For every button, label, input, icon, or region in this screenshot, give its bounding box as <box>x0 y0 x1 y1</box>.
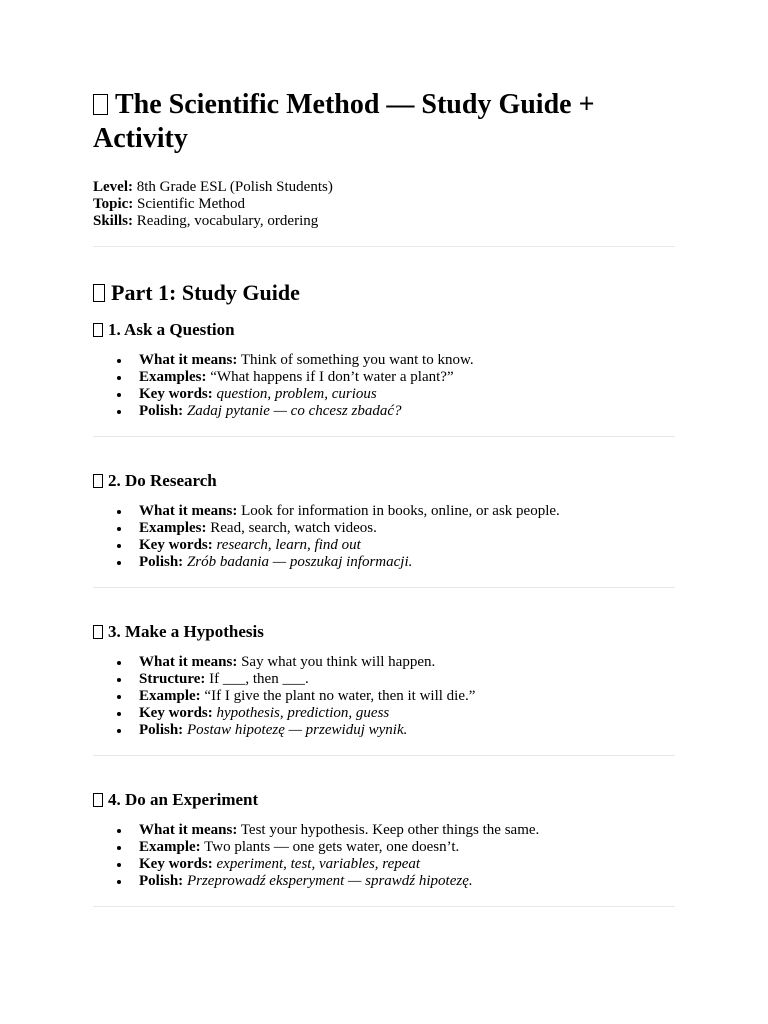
item-text: Zrób badania — poszukaj informacji. <box>186 554 413 570</box>
item-label: Example: <box>139 839 201 855</box>
item-text: Postaw hipotezę — przewiduj wynik. <box>186 722 408 738</box>
divider <box>93 906 675 907</box>
list-item <box>139 537 675 554</box>
item-text: experiment, test, variables, repeat <box>216 856 421 872</box>
list-item <box>139 822 675 839</box>
item-text: Two plants — one gets water, one doesn’t. <box>204 839 460 855</box>
item-label: Polish: <box>139 873 184 889</box>
item-label: Examples: <box>139 369 207 385</box>
list-item <box>139 856 675 873</box>
section-heading-text: 4. Do an Experiment <box>108 790 259 809</box>
list-item <box>139 352 675 369</box>
item-text: If ___, then ___. <box>209 671 309 687</box>
item-text: Przeprowadź eksperyment — sprawdź hipotezę. <box>186 873 473 889</box>
missing-glyph-icon <box>93 323 103 337</box>
part-heading <box>93 280 675 306</box>
page-title <box>93 88 675 156</box>
item-text: Think of something you want to know. <box>240 352 474 368</box>
list-item <box>139 386 675 403</box>
missing-glyph-icon <box>93 474 103 488</box>
list-item <box>139 671 675 688</box>
item-text: research, learn, find out <box>216 537 361 553</box>
item-label: Example: <box>139 688 201 704</box>
missing-glyph-icon <box>93 625 103 639</box>
item-text: Test your hypothesis. Keep other things the same. <box>240 822 540 838</box>
list-item <box>139 722 675 739</box>
section-heading-text: 1. Ask a Question <box>108 320 235 339</box>
meta-block <box>93 179 675 230</box>
list-item <box>139 705 675 722</box>
list-item <box>139 688 675 705</box>
item-label: Key words: <box>139 705 213 721</box>
item-label: What it means: <box>139 822 238 838</box>
meta-skills <box>93 213 675 230</box>
item-label: Key words: <box>139 856 213 872</box>
divider <box>93 587 675 588</box>
section-list <box>93 822 675 890</box>
missing-glyph-icon <box>93 94 108 115</box>
divider <box>93 246 675 247</box>
section-list <box>93 352 675 420</box>
section-list <box>93 654 675 739</box>
item-label: Structure: <box>139 671 206 687</box>
part-heading-text: Part 1: Study Guide <box>111 280 300 305</box>
item-text: “If I give the plant no water, then it will die.” <box>204 688 476 704</box>
guide-section <box>93 790 675 907</box>
missing-glyph-icon <box>93 284 105 302</box>
missing-glyph-icon <box>93 793 103 807</box>
list-item <box>139 503 675 520</box>
divider <box>93 436 675 437</box>
section-list <box>93 503 675 571</box>
section-heading-text: 2. Do Research <box>108 471 217 490</box>
item-label: What it means: <box>139 352 238 368</box>
guide-section <box>93 622 675 756</box>
item-label: Polish: <box>139 403 184 419</box>
guide-section <box>93 320 675 437</box>
item-label: Key words: <box>139 386 213 402</box>
meta-level <box>93 179 675 196</box>
list-item <box>139 839 675 856</box>
section-heading <box>93 790 675 810</box>
item-label: Polish: <box>139 722 184 738</box>
list-item <box>139 654 675 671</box>
item-text: Zadaj pytanie — co chcesz zbadać? <box>186 403 402 419</box>
study-guide-sections <box>93 320 675 907</box>
item-label: Key words: <box>139 537 213 553</box>
item-label: Polish: <box>139 554 184 570</box>
list-item <box>139 520 675 537</box>
item-text: question, problem, curious <box>216 386 377 402</box>
list-item <box>139 369 675 386</box>
meta-value: Scientific Method <box>137 196 245 212</box>
item-text: hypothesis, prediction, guess <box>216 705 390 721</box>
guide-section <box>93 471 675 588</box>
section-heading <box>93 471 675 491</box>
item-text: Say what you think will happen. <box>241 654 436 670</box>
item-label: What it means: <box>139 503 238 519</box>
meta-label: Level: <box>93 179 133 195</box>
list-item <box>139 554 675 571</box>
meta-value: 8th Grade ESL (Polish Students) <box>136 179 333 195</box>
section-heading <box>93 622 675 642</box>
item-text: Look for information in books, online, or ask people. <box>241 503 560 519</box>
divider <box>93 755 675 756</box>
item-label: What it means: <box>139 654 238 670</box>
item-text: Read, search, watch videos. <box>210 520 377 536</box>
list-item <box>139 403 675 420</box>
meta-value: Reading, vocabulary, ordering <box>136 213 319 229</box>
section-heading-text: 3. Make a Hypothesis <box>108 622 264 641</box>
list-item <box>139 873 675 890</box>
meta-label: Topic: <box>93 196 134 212</box>
section-heading <box>93 320 675 340</box>
item-label: Examples: <box>139 520 207 536</box>
meta-label: Skills: <box>93 213 134 229</box>
page-title-text: The Scientific Method — Study Guide + Activity <box>93 89 595 154</box>
meta-topic <box>93 196 675 213</box>
item-text: “What happens if I don’t water a plant?” <box>210 369 454 385</box>
